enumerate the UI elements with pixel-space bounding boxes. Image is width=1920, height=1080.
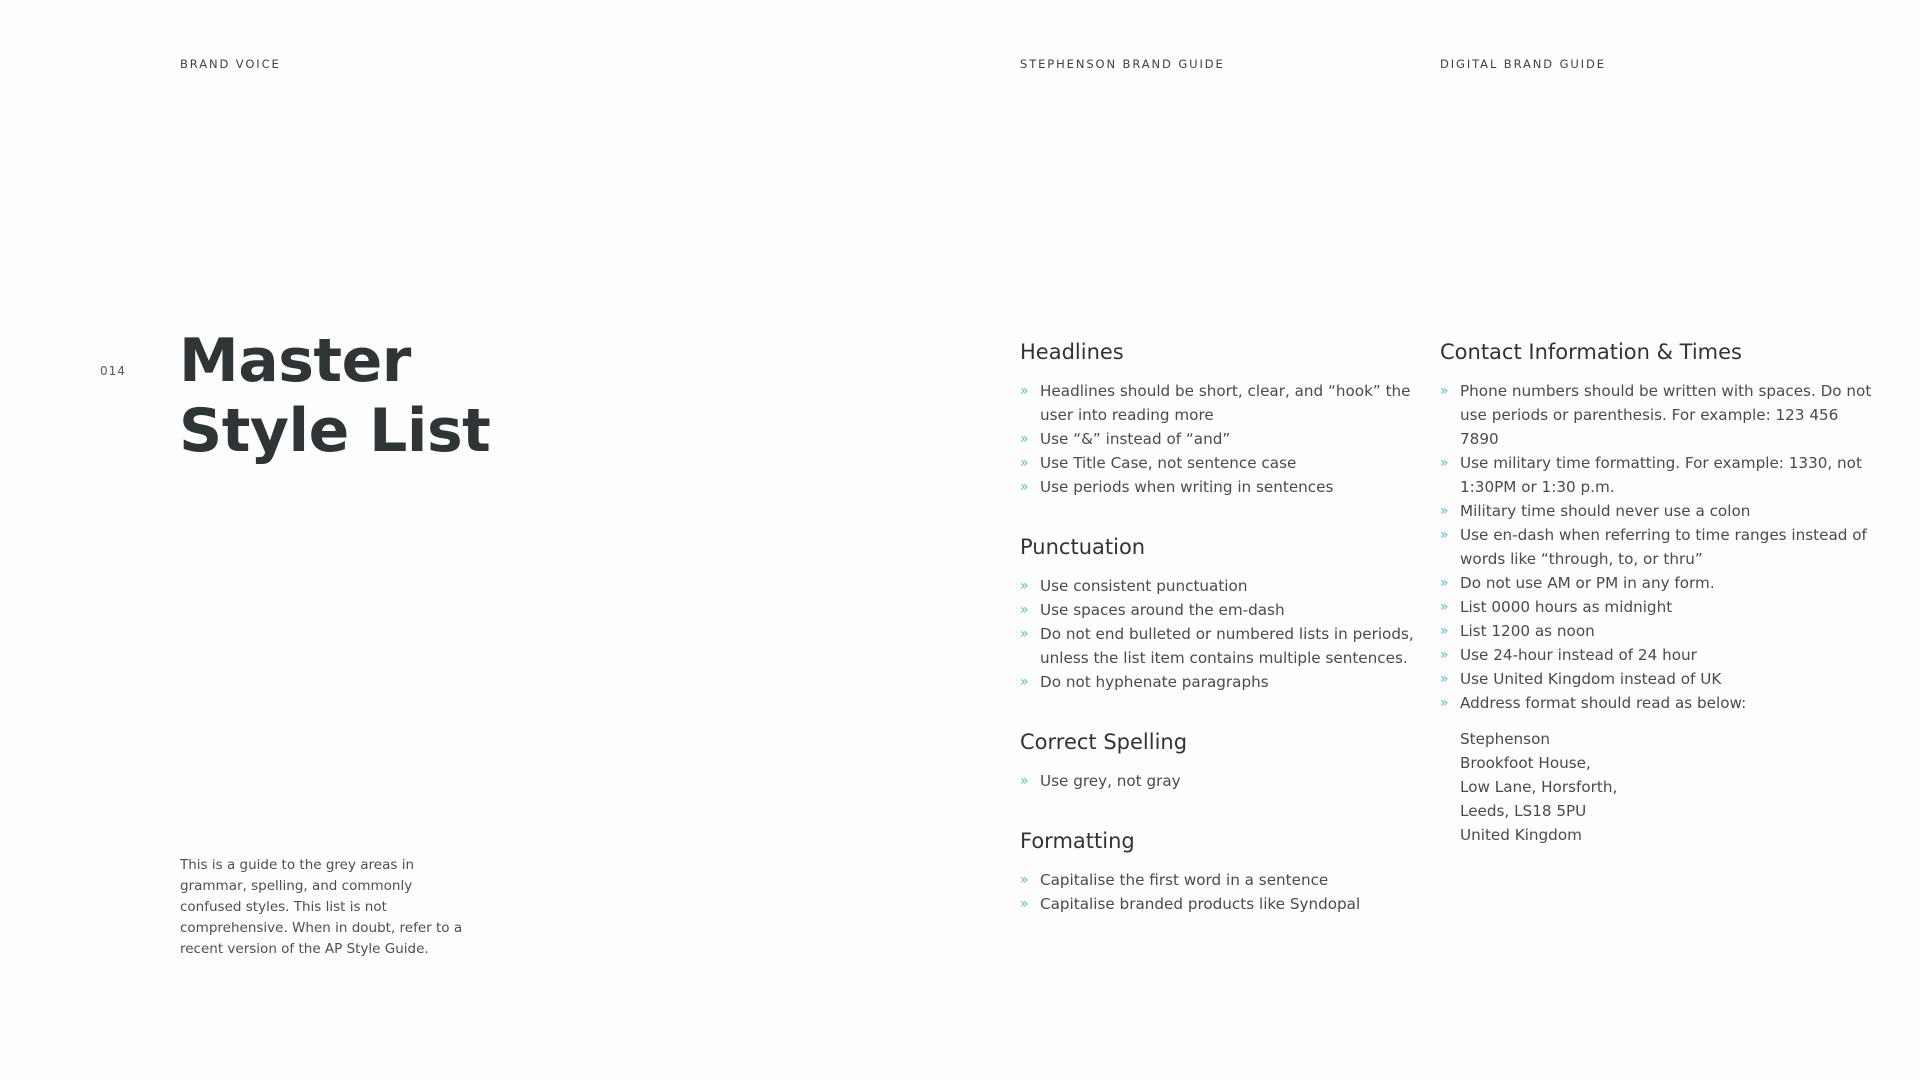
list-item-text: Use United Kingdom instead of UK [1460, 670, 1722, 688]
list-item [1020, 769, 1430, 793]
page-number: 014 [100, 364, 126, 378]
section-heading: Formatting [1020, 829, 1135, 853]
list-item [1020, 868, 1430, 892]
list-item-text: Address format should read as below: [1460, 694, 1747, 712]
list-item [1020, 379, 1430, 427]
list-item [1020, 427, 1430, 451]
chevron-right-icon: » [1020, 578, 1029, 594]
section-punctuation [1020, 529, 1430, 694]
list-item [1440, 523, 1880, 571]
list-item [1020, 670, 1430, 694]
list-item-text: Use Title Case, not sentence case [1040, 454, 1297, 472]
page-title [179, 326, 490, 466]
style-list-column-right [1440, 334, 1880, 877]
chevron-right-icon: » [1020, 896, 1029, 912]
bullet-list [1440, 379, 1880, 715]
list-item [1020, 475, 1430, 499]
list-item-text: List 1200 as noon [1460, 622, 1595, 640]
section-contact-information-times [1440, 334, 1880, 847]
section-correct-spelling [1020, 724, 1430, 793]
chevron-right-icon: » [1020, 455, 1029, 471]
chevron-right-icon: » [1020, 479, 1029, 495]
list-item-text: Capitalise branded products like Syndopal [1040, 895, 1361, 913]
list-item-text: Capitalise the first word in a sentence [1040, 871, 1329, 889]
chevron-right-icon: » [1020, 383, 1029, 399]
list-item-text: Use “&” instead of “and” [1040, 430, 1231, 448]
list-item-text: Use periods when writing in sentences [1040, 478, 1334, 496]
list-item-text: Use spaces around the em-dash [1040, 601, 1285, 619]
page-title-line-2: Style List [179, 396, 491, 466]
list-item [1440, 379, 1880, 451]
section-heading: Punctuation [1020, 535, 1146, 559]
list-item-text: Do not use AM or PM in any form. [1460, 574, 1715, 592]
list-item [1020, 622, 1430, 670]
list-item [1440, 667, 1880, 691]
section-formatting [1020, 823, 1430, 916]
style-list-column-middle [1020, 334, 1430, 946]
address-block [1460, 727, 1880, 847]
section-heading: Contact Information & Times [1440, 340, 1742, 364]
chevron-right-icon: » [1440, 575, 1449, 591]
list-item-text: Phone numbers should be written with spaces. Do not use periods or parenthesis. For example: 123 456 7890 [1460, 382, 1872, 448]
chevron-right-icon: » [1440, 647, 1449, 663]
chevron-right-icon: » [1020, 674, 1029, 690]
list-item [1020, 598, 1430, 622]
list-item-text: Use en-dash when referring to time ranges instead of words like “through, to, or thru” [1460, 526, 1867, 568]
chevron-right-icon: » [1020, 872, 1029, 888]
address-line: Stephenson [1460, 730, 1551, 748]
chevron-right-icon: » [1020, 602, 1029, 618]
list-item-text: Use consistent punctuation [1040, 577, 1248, 595]
chevron-right-icon: » [1440, 527, 1449, 543]
list-item [1440, 619, 1880, 643]
bullet-list [1020, 769, 1430, 793]
document-label: STEPHENSON BRAND GUIDE [1020, 57, 1225, 71]
intro-paragraph: This is a guide to the grey areas in grammar, spelling, and commonly confused styles. This list is not comprehensive. When in doubt, refer to a recent version of the AP Style Guide. [180, 857, 463, 957]
list-item-text: Do not end bulleted or numbered lists in periods, unless the list item contains multiple sentences. [1040, 625, 1414, 667]
chevron-right-icon: » [1440, 599, 1449, 615]
list-item [1020, 892, 1430, 916]
list-item-text: Use grey, not gray [1040, 772, 1181, 790]
section-label: BRAND VOICE [180, 57, 281, 71]
chevron-right-icon: » [1440, 623, 1449, 639]
chevron-right-icon: » [1020, 626, 1029, 642]
chevron-right-icon: » [1020, 773, 1029, 789]
list-item-text: Headlines should be short, clear, and “hook” the user into reading more [1040, 382, 1411, 424]
list-item [1440, 571, 1880, 595]
bullet-list [1020, 868, 1430, 916]
chevron-right-icon: » [1440, 455, 1449, 471]
list-item [1440, 643, 1880, 667]
page-title-line-1: Master [179, 326, 411, 396]
chevron-right-icon: » [1440, 383, 1449, 399]
list-item-text: List 0000 hours as midnight [1460, 598, 1673, 616]
list-item-text: Military time should never use a colon [1460, 502, 1751, 520]
address-line: United Kingdom [1460, 826, 1582, 844]
guide-label: DIGITAL BRAND GUIDE [1440, 57, 1606, 71]
list-item-text: Use 24-hour instead of 24 hour [1460, 646, 1697, 664]
address-line: Leeds, LS18 5PU [1460, 802, 1587, 820]
list-item [1440, 451, 1880, 499]
chevron-right-icon: » [1440, 671, 1449, 687]
list-item-text: Do not hyphenate paragraphs [1040, 673, 1269, 691]
chevron-right-icon: » [1020, 431, 1029, 447]
chevron-right-icon: » [1440, 695, 1449, 711]
address-line: Brookfoot House, [1460, 754, 1591, 772]
chevron-right-icon: » [1440, 503, 1449, 519]
bullet-list [1020, 574, 1430, 694]
list-item [1440, 595, 1880, 619]
list-item [1020, 574, 1430, 598]
bullet-list [1020, 379, 1430, 499]
list-item [1440, 691, 1880, 715]
address-line: Low Lane, Horsforth, [1460, 778, 1618, 796]
list-item [1440, 499, 1880, 523]
list-item [1020, 451, 1430, 475]
list-item-text: Use military time formatting. For example: 1330, not 1:30PM or 1:30 p.m. [1460, 454, 1862, 496]
section-headlines [1020, 334, 1430, 499]
section-heading: Correct Spelling [1020, 730, 1188, 754]
section-heading: Headlines [1020, 340, 1124, 364]
